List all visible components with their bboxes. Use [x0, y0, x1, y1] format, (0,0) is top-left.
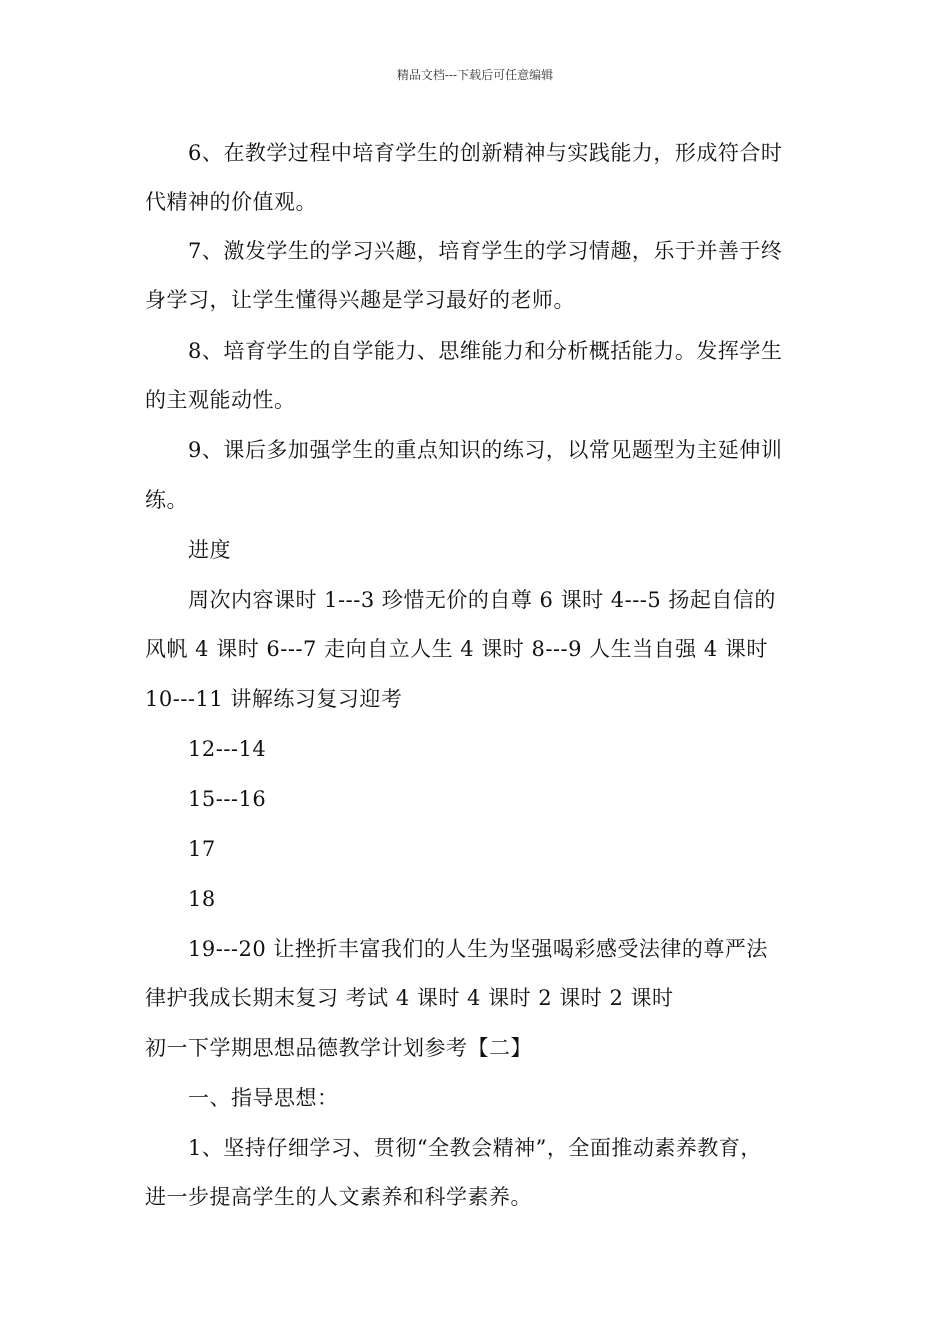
paragraph-line: 进一步提高学生的人文素养和科学素养。 [145, 1185, 532, 1209]
paragraph-line: 代精神的价值观。 [145, 190, 317, 214]
section-heading: 一、指导思想： [188, 1086, 339, 1110]
section-heading: 进度 [188, 538, 231, 562]
paragraph-line: 6、在教学过程中培育学生的创新精神与实践能力，形成符合时 [188, 141, 783, 165]
paragraph-line: 风帆 4 课时 6---7 走向自立人生 4 课时 8---9 人生当自强 4 课时 [145, 637, 768, 661]
paragraph-line: 周次内容课时 1---3 珍惜无价的自尊 6 课时 4---5 扬起自信的 [188, 588, 776, 612]
paragraph-line: 身学习，让学生懂得兴趣是学习最好的老师。 [145, 288, 575, 312]
paragraph-line: 练。 [145, 488, 188, 512]
paragraph-line: 18 [188, 887, 216, 911]
paragraph-line: 7、激发学生的学习兴趣，培育学生的学习情趣，乐于并善于终 [188, 239, 783, 263]
paragraph-line: 12---14 [188, 737, 267, 761]
paragraph-line: 律护我成长期末复习 考试 4 课时 4 课时 2 课时 2 课时 [145, 986, 674, 1010]
paragraph-line: 15---16 [188, 787, 267, 811]
paragraph-line: 的主观能动性。 [145, 388, 296, 412]
document-title: 初一下学期思想品德教学计划参考【二】 [145, 1036, 532, 1060]
paragraph-line: 9、课后多加强学生的重点知识的练习，以常见题型为主延伸训 [188, 438, 783, 462]
paragraph-line: 17 [188, 837, 216, 861]
paragraph-line: 8、培育学生的自学能力、思维能力和分析概括能力。发挥学生 [188, 339, 783, 363]
page-header: 精品文档---下载后可任意编辑 [396, 68, 554, 82]
paragraph-line: 19---20 让挫折丰富我们的人生为坚强喝彩感受法律的尊严法 [188, 937, 768, 961]
paragraph-line: 1、坚持仔细学习、贯彻“全教会精神”，全面推动素养教育， [188, 1136, 762, 1160]
paragraph-line: 10---11 讲解练习复习迎考 [145, 687, 403, 711]
